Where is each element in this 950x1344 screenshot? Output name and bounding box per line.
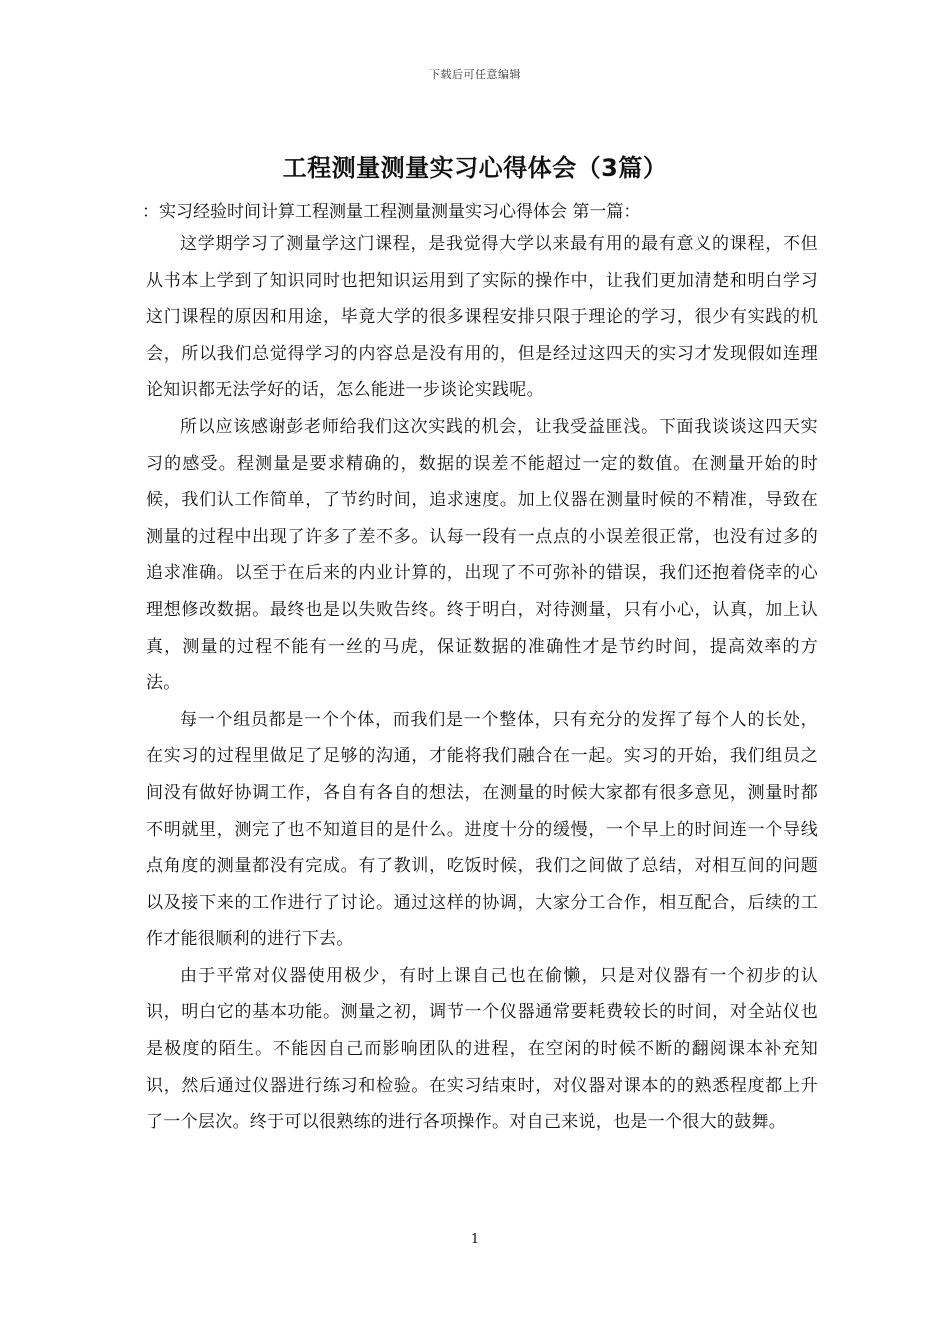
document-title: 工程测量测量实习心得体会（3篇） — [282, 154, 668, 182]
paragraph: 由于平常对仪器使用极少，有时上课自己也在偷懒，只是对仪器有一个初步的认识，明白它的基本功能。测量之初，调节一个仪器通常要耗费较长的时间，对全站仪也是极度的陌生。不能因自己而影响团队的进程，在空闲的时候不断的翻阅课本补充知识，然后通过仪器进行练习和检验。在实习结束时，对仪器对课本的的熟悉程度都上升了一个层次。终于可以很熟练的进行各项操作。对自己来说，也是一个很大的鼓舞。 — [146, 965, 818, 1133]
document-subtitle: ：实习经验时间计算工程测量工程测量测量实习心得体会 第一篇： — [142, 202, 641, 222]
header-note: 下载后可任意编辑 — [429, 68, 521, 81]
paragraph: 这学期学习了测量学这门课程，是我觉得大学以来最有用的最有意义的课程，不但从书本上学到了知识同时也把知识运用到了实际的操作中，让我们更加清楚和明白学习这门课程的原因和用途，毕竟大学的很多课程安排只限于理论的学习，很少有实践的机会，所以我们总觉得学习的内容总是没有用的，但是经过这四天的实习才发现假如连理论知识都无法学好的话，怎么能进一步谈论实践呢。 — [146, 234, 818, 401]
paragraph: 每一个组员都是一个个体，而我们是一个整体，只有充分的发挥了每个人的长处，在实习的过程里做足了足够的沟通，才能将我们融合在一起。实习的开始，我们组员之间没有做好协调工作，各自有各自的想法，在测量的时候大家都有很多意见，测量时都不明就里，测完了也不知道目的是什么。进度十分的缓慢，一个早上的时间连一个导线点角度的测量都没有完成。有了教训，吃饭时候，我们之间做了总结，对相互间的问题以及接下来的工作进行了讨论。通过这样的协调，大家分工合作，相互配合，后续的工作才能很顺利的进行下去。 — [146, 709, 818, 950]
document-body — [142, 198, 818, 1141]
page-number: 1 — [470, 1232, 480, 1247]
paragraph: 所以应该感谢彭老师给我们这次实践的机会，让我受益匪浅。下面我谈谈这四天实习的感受。程测量是要求精确的，数据的误差不能超过一定的数值。在测量开始的时候，我们认工作简单，了节约时间，追求速度。加上仪器在测量时候的不精准，导致在测量的过程中出现了许多了差不多。认每一段有一点点的小误差很正常，也没有过多的追求准确。以至于在后来的内业计算的，出现了不可弥补的错误，我们还抱着侥幸的心理想修改数据。最终也是以失败告终。终于明白，对待测量，只有小心，认真，加上认真，测量的过程不能有一丝的马虎，保证数据的准确性才是节约时间，提高效率的方法。 — [146, 416, 818, 694]
